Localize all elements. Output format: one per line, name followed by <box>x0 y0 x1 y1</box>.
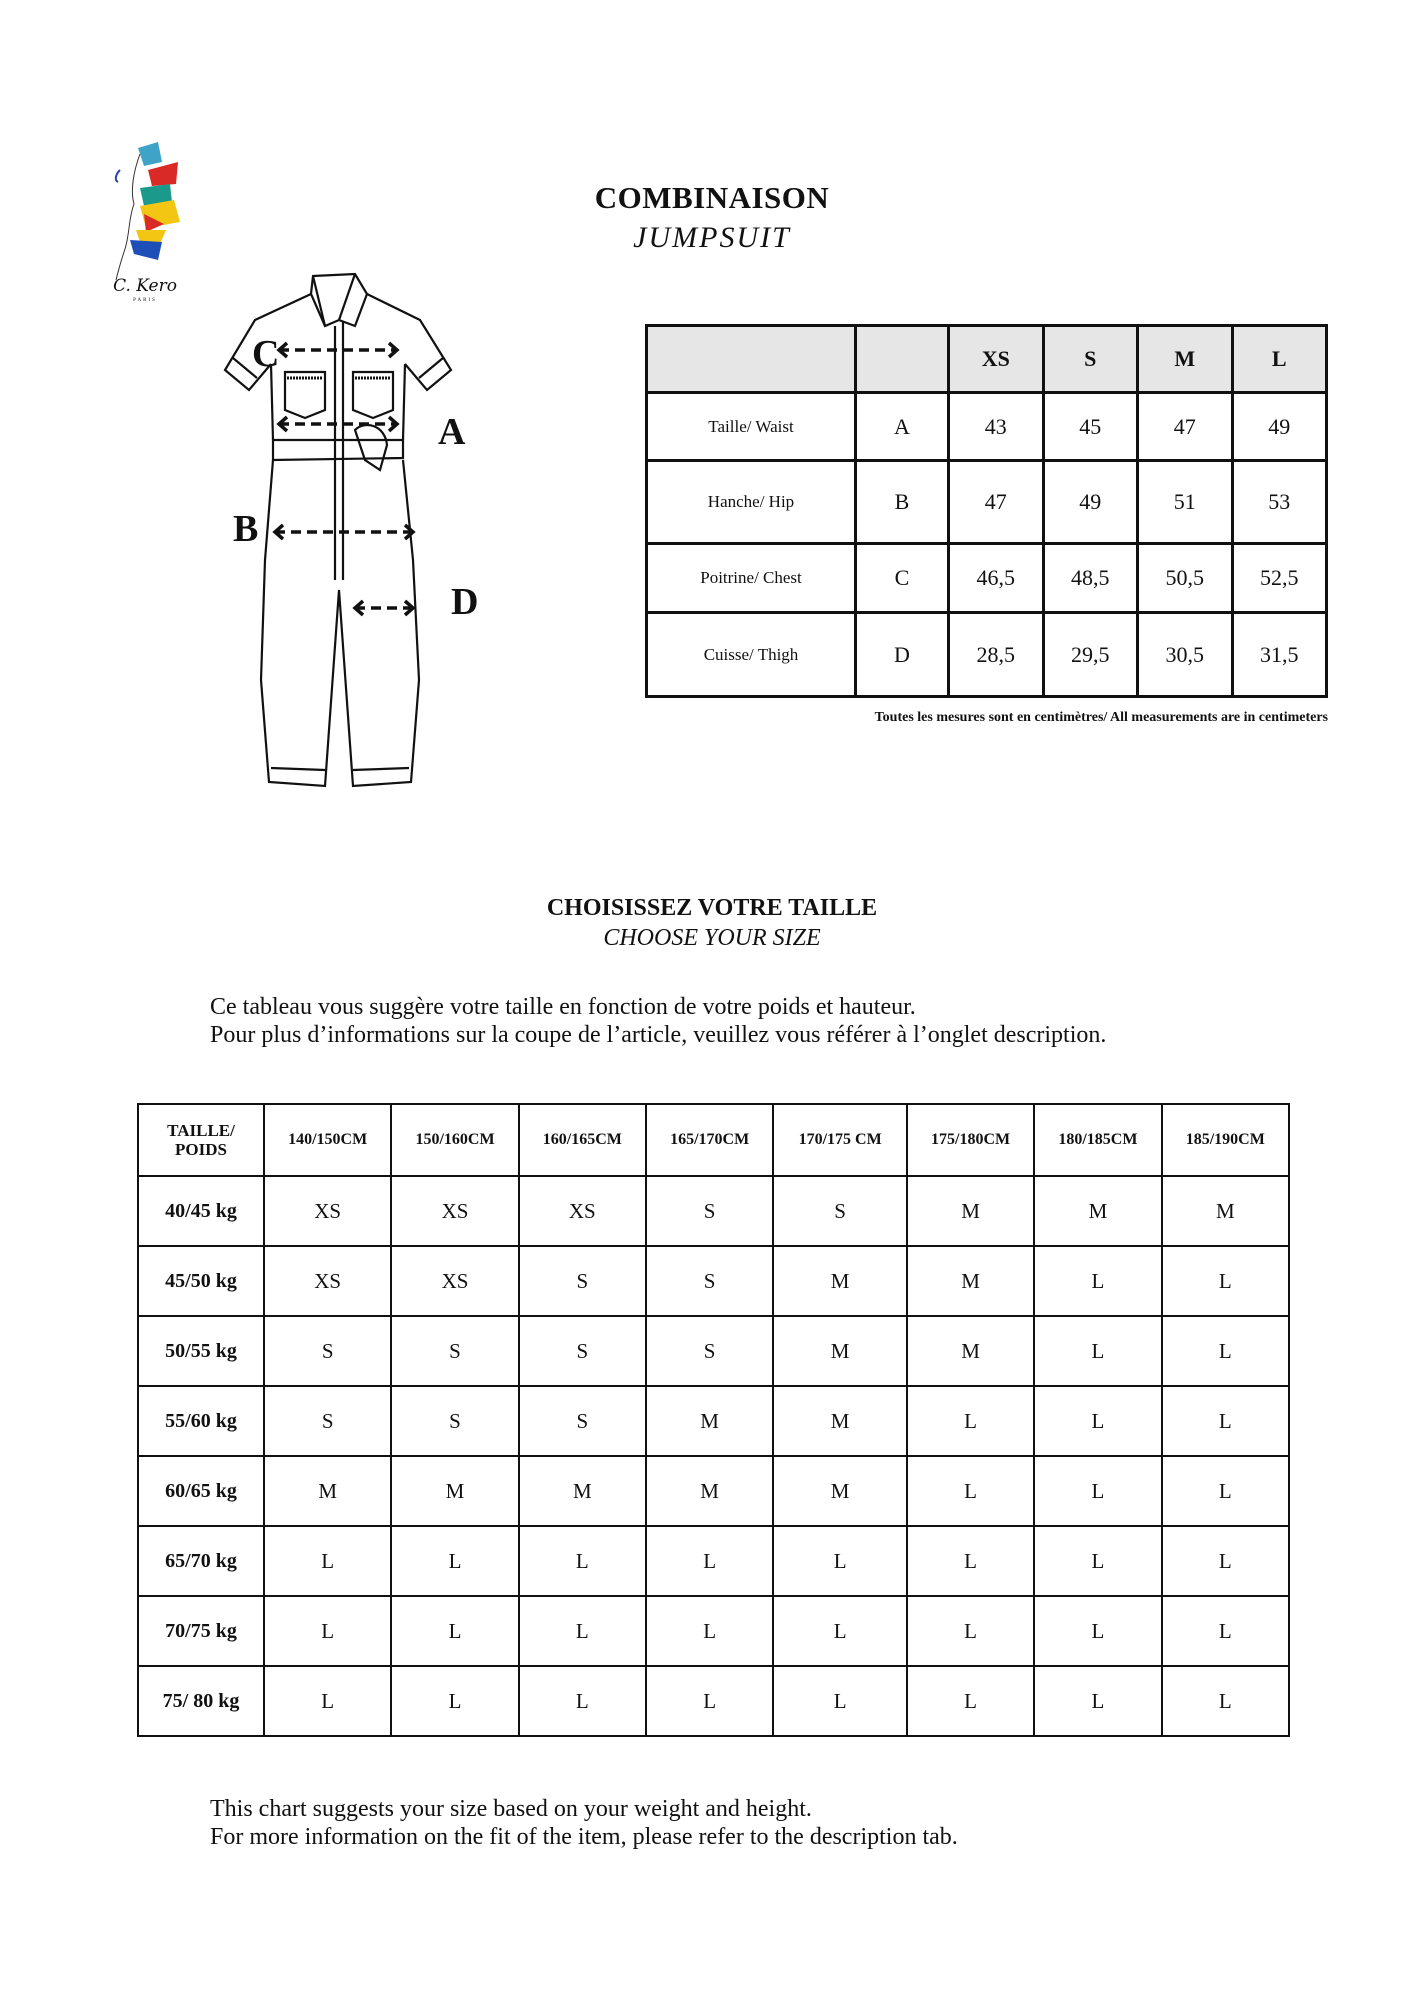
size-cell: L <box>1162 1316 1289 1386</box>
weight-cell: 75/ 80 kg <box>138 1666 264 1736</box>
height-header: 170/175 CM <box>773 1104 907 1176</box>
size-cell: L <box>646 1596 773 1666</box>
size-cell: M <box>773 1456 907 1526</box>
intro-line: Pour plus d’informations sur la coupe de l’article, veuillez vous référer à l’onglet description. <box>210 1022 1107 1048</box>
size-cell: S <box>646 1176 773 1246</box>
size-cell: L <box>907 1526 1034 1596</box>
size-cell: S <box>646 1246 773 1316</box>
size-cell: L <box>773 1666 907 1736</box>
header-cell-xs: XS <box>949 326 1044 393</box>
size-cell: S <box>773 1176 907 1246</box>
corner-line: TAILLE/ <box>167 1121 235 1140</box>
height-header: 160/165CM <box>519 1104 646 1176</box>
size-cell: S <box>264 1316 391 1386</box>
height-header: 175/180CM <box>907 1104 1034 1176</box>
size-cell: XS <box>391 1246 518 1316</box>
size-cell: S <box>264 1386 391 1456</box>
header-cell-l: L <box>1232 326 1327 393</box>
table-row <box>138 1526 1289 1596</box>
weight-cell: 60/65 kg <box>138 1456 264 1526</box>
measurements-note: Toutes les mesures sont en centimètres/ All measurements are in centimeters <box>874 710 1328 725</box>
size-cell: L <box>1034 1596 1161 1666</box>
size-cell: XS <box>391 1176 518 1246</box>
brand-signature: C. Kero <box>113 276 177 296</box>
measure-value: 31,5 <box>1232 613 1327 697</box>
table-row <box>138 1666 1289 1736</box>
size-cell: L <box>519 1526 646 1596</box>
size-cell: L <box>1034 1246 1161 1316</box>
measure-value: 47 <box>949 461 1044 544</box>
size-recommendation-table <box>137 1103 1290 1737</box>
corner-line: POIDS <box>175 1140 227 1159</box>
size-cell: S <box>646 1316 773 1386</box>
size-cell: L <box>391 1666 518 1736</box>
measure-label-d: D <box>451 581 479 623</box>
measure-value: 46,5 <box>949 544 1044 613</box>
weight-cell: 55/60 kg <box>138 1386 264 1456</box>
measure-value: 43 <box>949 393 1044 461</box>
size-cell: XS <box>264 1246 391 1316</box>
table-row <box>138 1316 1289 1386</box>
table-row <box>138 1386 1289 1456</box>
measure-value: 53 <box>1232 461 1327 544</box>
size-cell: XS <box>264 1176 391 1246</box>
size-cell: L <box>907 1386 1034 1456</box>
header-cell <box>856 326 949 393</box>
size-cell: S <box>519 1386 646 1456</box>
size-cell: M <box>1034 1176 1161 1246</box>
measure-value: 49 <box>1232 393 1327 461</box>
measure-value: 50,5 <box>1138 544 1233 613</box>
measure-value: 52,5 <box>1232 544 1327 613</box>
size-cell: L <box>1034 1526 1161 1596</box>
intro-line: This chart suggests your size based on your weight and height. <box>210 1796 812 1822</box>
size-cell: L <box>264 1526 391 1596</box>
measure-label-c: C <box>252 333 280 375</box>
size-cell: L <box>1162 1246 1289 1316</box>
size-cell: M <box>519 1456 646 1526</box>
size-cell: L <box>907 1596 1034 1666</box>
size-cell: L <box>1162 1596 1289 1666</box>
size-cell: L <box>391 1526 518 1596</box>
size-cell: M <box>773 1246 907 1316</box>
table-row <box>647 393 1327 461</box>
size-cell: L <box>773 1596 907 1666</box>
size-header-row <box>138 1104 1289 1176</box>
size-cell: M <box>773 1316 907 1386</box>
page-title: COMBINAISON <box>594 180 830 215</box>
header-cell-s: S <box>1043 326 1138 393</box>
weight-cell: 40/45 kg <box>138 1176 264 1246</box>
size-cell: M <box>907 1176 1034 1246</box>
measure-name: Poitrine/ Chest <box>647 544 856 613</box>
size-cell: M <box>1162 1176 1289 1246</box>
size-cell: M <box>264 1456 391 1526</box>
weight-cell: 70/75 kg <box>138 1596 264 1666</box>
measure-letter: C <box>856 544 949 613</box>
size-cell: S <box>519 1246 646 1316</box>
header-cell-m: M <box>1138 326 1233 393</box>
intro-english <box>210 1795 958 1851</box>
size-cell: L <box>1162 1386 1289 1456</box>
section-subtitle: CHOOSE YOUR SIZE <box>603 925 821 951</box>
height-header: 180/185CM <box>1034 1104 1161 1176</box>
height-header: 185/190CM <box>1162 1104 1289 1176</box>
size-cell: L <box>1162 1456 1289 1526</box>
size-cell: M <box>646 1386 773 1456</box>
height-header: 140/150CM <box>264 1104 391 1176</box>
height-header: 150/160CM <box>391 1104 518 1176</box>
section-title: CHOISISSEZ VOTRE TAILLE <box>546 895 878 921</box>
intro-line: Ce tableau vous suggère votre taille en fonction de votre poids et hauteur. <box>210 994 916 1020</box>
size-cell: L <box>519 1666 646 1736</box>
size-cell: L <box>773 1526 907 1596</box>
size-cell: S <box>391 1386 518 1456</box>
measure-name: Taille/ Waist <box>647 393 856 461</box>
size-cell: L <box>264 1596 391 1666</box>
table-row <box>138 1176 1289 1246</box>
measure-letter: D <box>856 613 949 697</box>
size-cell: L <box>1034 1666 1161 1736</box>
size-cell: M <box>907 1316 1034 1386</box>
size-cell: L <box>1162 1666 1289 1736</box>
size-cell: L <box>907 1456 1034 1526</box>
header-cell <box>647 326 856 393</box>
table-row <box>138 1456 1289 1526</box>
measure-value: 28,5 <box>949 613 1044 697</box>
table-row <box>138 1246 1289 1316</box>
measure-name: Cuisse/ Thigh <box>647 613 856 697</box>
measurements-table <box>645 324 1328 698</box>
size-cell: L <box>1034 1316 1161 1386</box>
measure-letter: B <box>856 461 949 544</box>
measure-value: 29,5 <box>1043 613 1138 697</box>
measure-value: 45 <box>1043 393 1138 461</box>
table-row <box>647 544 1327 613</box>
size-cell: L <box>1034 1456 1161 1526</box>
intro-line: For more information on the fit of the item, please refer to the description tab. <box>210 1824 958 1850</box>
measure-name: Hanche/ Hip <box>647 461 856 544</box>
height-header: 165/170CM <box>646 1104 773 1176</box>
brand-tagline: PARIS <box>133 298 157 303</box>
measure-letter: A <box>856 393 949 461</box>
weight-cell: 65/70 kg <box>138 1526 264 1596</box>
size-cell: L <box>1162 1526 1289 1596</box>
table-row <box>138 1596 1289 1666</box>
measure-value: 51 <box>1138 461 1233 544</box>
size-cell: M <box>391 1456 518 1526</box>
measure-label-a: A <box>438 411 466 453</box>
size-cell: M <box>907 1246 1034 1316</box>
measurements-header-row <box>647 326 1327 393</box>
corner-header <box>138 1104 264 1176</box>
measure-label-b: B <box>233 508 259 550</box>
size-cell: S <box>519 1316 646 1386</box>
size-cell: L <box>264 1666 391 1736</box>
measure-value: 47 <box>1138 393 1233 461</box>
size-cell: XS <box>519 1176 646 1246</box>
size-cell: L <box>646 1526 773 1596</box>
size-cell: S <box>391 1316 518 1386</box>
measure-value: 49 <box>1043 461 1138 544</box>
page-subtitle: JUMPSUIT <box>633 221 791 254</box>
measure-value: 48,5 <box>1043 544 1138 613</box>
table-row <box>647 613 1327 697</box>
intro-french <box>210 993 1106 1049</box>
size-cell: L <box>1034 1386 1161 1456</box>
size-cell: L <box>519 1596 646 1666</box>
size-cell: L <box>907 1666 1034 1736</box>
size-cell: L <box>391 1596 518 1666</box>
weight-cell: 45/50 kg <box>138 1246 264 1316</box>
size-cell: L <box>646 1666 773 1736</box>
size-cell: M <box>646 1456 773 1526</box>
size-cell: M <box>773 1386 907 1456</box>
measure-value: 30,5 <box>1138 613 1233 697</box>
weight-cell: 50/55 kg <box>138 1316 264 1386</box>
table-row <box>647 461 1327 544</box>
